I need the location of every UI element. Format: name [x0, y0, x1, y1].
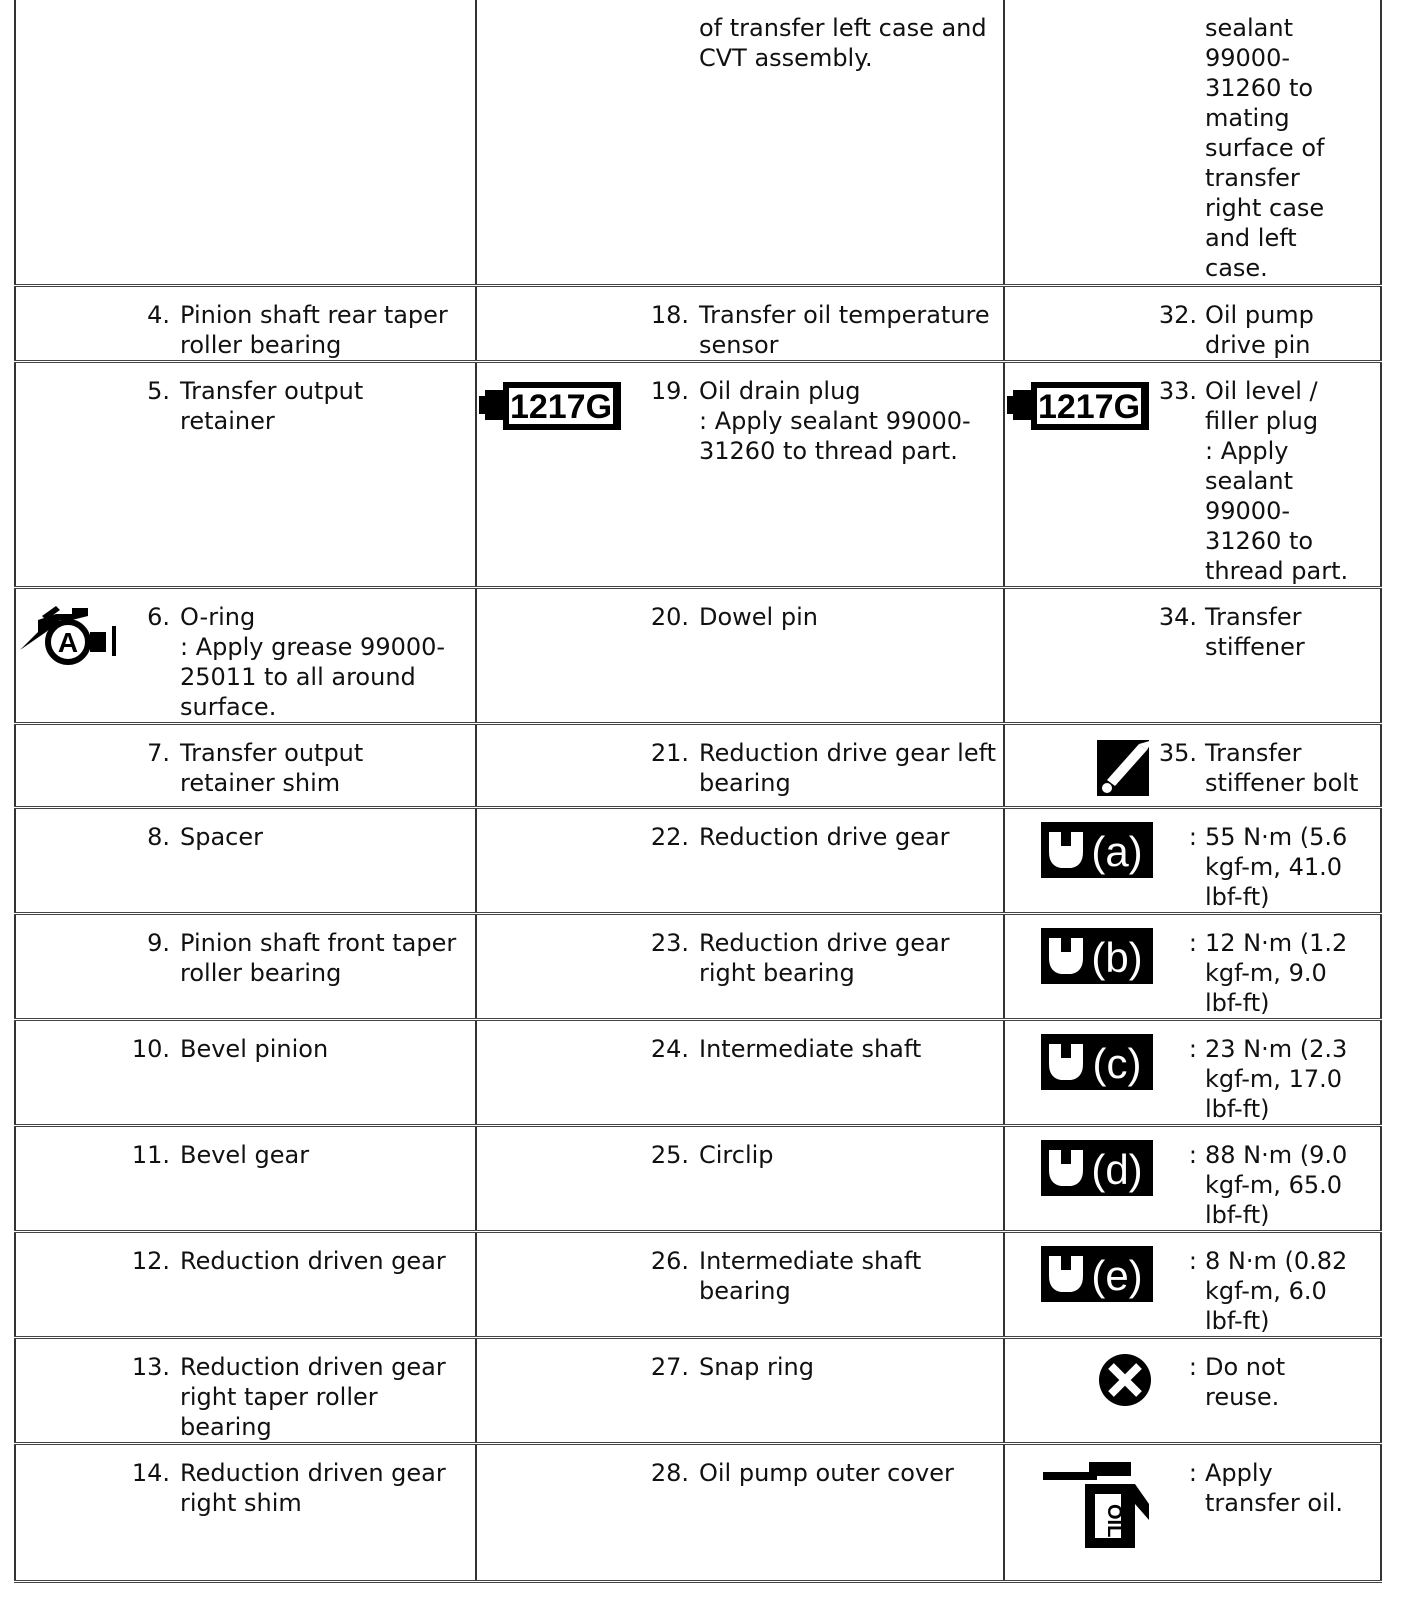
description-line: kgf-m, 41.0: [1205, 852, 1343, 881]
item-number: 33.: [1158, 376, 1197, 405]
item-description: [180, 1352, 475, 1442]
description-line: 31260 to thread part.: [699, 436, 958, 465]
svg-text:1217G: 1217G: [509, 387, 613, 426]
description-line: Reduction drive gear: [699, 822, 950, 851]
item-number: 5.: [147, 376, 170, 405]
sealant-1217g-icon: [479, 376, 625, 438]
item-number: 21.: [650, 738, 689, 767]
description-line: 23 N·m (2.3: [1205, 1034, 1348, 1063]
legend-row: [15, 0, 1381, 285]
description-line: lbf-ft): [1205, 1094, 1270, 1123]
description-line: : Apply grease 99000-: [180, 632, 446, 661]
item-description: [699, 928, 1003, 988]
svg-text:OIL: OIL: [1103, 1503, 1125, 1537]
item-number: 23.: [650, 928, 689, 957]
legend-cell: [1004, 587, 1381, 723]
item-description: [180, 738, 475, 798]
bolt-marker-icon: [1095, 738, 1153, 800]
description-line: Reduction drive gear: [699, 928, 950, 957]
item-description: [180, 300, 475, 360]
legend-cell: [1004, 1337, 1381, 1443]
item-description: [699, 1458, 1003, 1488]
item-description: [1205, 300, 1380, 360]
torque-wrench-icon: [1041, 1034, 1153, 1090]
legend-row: [15, 1231, 1381, 1337]
description-line: Oil drain plug: [699, 376, 861, 405]
legend-cell: [476, 1019, 1004, 1125]
description-line: kgf-m, 6.0: [1205, 1276, 1327, 1305]
description-line: thread part.: [1205, 556, 1349, 585]
item-description: [1205, 738, 1380, 798]
item-number: :: [1188, 822, 1197, 851]
description-line: Bevel gear: [180, 1140, 310, 1169]
description-line: roller bearing: [180, 330, 342, 359]
description-line: sensor: [699, 330, 779, 359]
legend-row: [15, 1125, 1381, 1231]
description-line: transfer oil.: [1205, 1488, 1344, 1517]
description-line: Spacer: [180, 822, 264, 851]
description-line: lbf-ft): [1205, 1306, 1270, 1335]
item-number: 28.: [650, 1458, 689, 1487]
item-number: 12.: [131, 1246, 170, 1275]
svg-text:1217G: 1217G: [1037, 387, 1141, 426]
legend-icon-slot: [1005, 822, 1155, 878]
description-line: Transfer output: [180, 738, 364, 767]
item-description: [1205, 376, 1380, 586]
item-description: [1205, 928, 1380, 1018]
item-description: [1205, 1458, 1380, 1518]
description-line: Intermediate shaft: [699, 1246, 922, 1275]
description-line: bearing: [699, 768, 791, 797]
legend-row: [15, 1443, 1381, 1581]
item-description: [699, 1140, 1003, 1170]
legend-cell: [476, 285, 1004, 361]
description-line: mating: [1205, 104, 1290, 132]
description-line: stiffener bolt: [1205, 768, 1359, 797]
legend-cell: [15, 1125, 476, 1231]
legend-cell: [1004, 913, 1381, 1019]
legend-icon-slot: [1005, 1140, 1155, 1196]
item-description: [1205, 13, 1380, 283]
description-line: Do not: [1205, 1352, 1286, 1381]
item-number: 18.: [650, 300, 689, 329]
description-line: Transfer output: [180, 376, 364, 405]
description-line: 88 N·m (9.0: [1205, 1140, 1348, 1169]
legend-cell: [15, 723, 476, 807]
legend-cell: [476, 587, 1004, 723]
description-line: Pinion shaft front taper: [180, 928, 457, 957]
legend-cell: [476, 1125, 1004, 1231]
description-line: bearing: [180, 1412, 272, 1441]
description-line: Bevel pinion: [180, 1034, 329, 1063]
item-description: [1205, 602, 1380, 662]
item-number: 32.: [1158, 300, 1197, 329]
description-line: right shim: [180, 1488, 302, 1517]
parts-legend-table: [14, 0, 1382, 1583]
item-description: [699, 300, 1003, 360]
legend-row: [15, 807, 1381, 913]
description-line: Reduction driven gear: [180, 1458, 446, 1487]
legend-cell: [476, 361, 1004, 587]
description-line: and left: [1205, 224, 1297, 252]
do-not-reuse-icon: [1097, 1352, 1153, 1408]
legend-icon-slot: [1005, 1458, 1155, 1554]
description-line: case.: [1205, 254, 1268, 282]
legend-row: [15, 1337, 1381, 1443]
description-line: right case: [1205, 194, 1325, 222]
item-description: [699, 376, 1003, 466]
legend-icon-slot: [1005, 1352, 1155, 1408]
description-line: kgf-m, 65.0: [1205, 1170, 1343, 1199]
description-line: surface of: [1205, 134, 1325, 162]
item-number: 11.: [131, 1140, 170, 1169]
legend-row: [15, 285, 1381, 361]
item-description: [699, 13, 1003, 73]
item-number: 6.: [147, 602, 170, 631]
description-line: right taper roller: [180, 1382, 378, 1411]
description-line: 31260 to: [1205, 74, 1314, 102]
item-description: [699, 822, 1003, 852]
legend-icon-slot: [1005, 928, 1155, 984]
item-number: 13.: [131, 1352, 170, 1381]
legend-cell: [1004, 285, 1381, 361]
legend-cell: [476, 723, 1004, 807]
description-line: : Apply sealant 99000-: [699, 406, 971, 435]
description-line: kgf-m, 9.0: [1205, 958, 1327, 987]
legend-cell: [15, 285, 476, 361]
svg-text:A: A: [57, 626, 79, 658]
legend-row: [15, 361, 1381, 587]
legend-icon-slot: [477, 376, 627, 438]
item-number: 22.: [650, 822, 689, 851]
item-number: 4.: [147, 300, 170, 329]
legend-cell: [1004, 1125, 1381, 1231]
legend-icon-slot: [1005, 738, 1155, 800]
description-line: surface.: [180, 692, 277, 721]
item-number: :: [1188, 1140, 1197, 1169]
item-description: [1205, 1034, 1380, 1124]
description-line: sealant: [1205, 14, 1293, 42]
description-line: kgf-m, 17.0: [1205, 1064, 1343, 1093]
description-line: stiffener: [1205, 632, 1305, 661]
item-description: [180, 1140, 475, 1170]
torque-wrench-icon: [1041, 1246, 1153, 1302]
legend-cell: [1004, 807, 1381, 913]
legend-cell: [1004, 1231, 1381, 1337]
description-line: 55 N·m (5.6: [1205, 822, 1348, 851]
torque-wrench-icon: [1041, 1140, 1153, 1196]
description-line: Reduction drive gear left: [699, 738, 997, 767]
description-line: 25011 to all around: [180, 662, 416, 691]
item-number: 24.: [650, 1034, 689, 1063]
item-number: 10.: [131, 1034, 170, 1063]
description-line: Reduction driven gear: [180, 1246, 446, 1275]
item-description: [180, 822, 475, 852]
item-description: [180, 1246, 475, 1276]
grease-a-icon: [16, 602, 120, 668]
item-description: [1205, 1352, 1380, 1412]
torque-wrench-icon: [1041, 928, 1153, 984]
description-line: retainer shim: [180, 768, 341, 797]
description-line: 12 N·m (1.2: [1205, 928, 1348, 957]
description-line: drive pin: [1205, 330, 1311, 359]
legend-cell: [15, 1337, 476, 1443]
item-description: [180, 376, 475, 436]
legend-cell: [1004, 0, 1381, 285]
description-line: Circlip: [699, 1140, 774, 1169]
description-line: : Apply: [1205, 436, 1289, 465]
sealant-1217g-icon: [1007, 376, 1153, 438]
item-description: [180, 928, 475, 988]
item-description: [180, 602, 475, 722]
legend-cell: [15, 361, 476, 587]
legend-cell: [15, 1443, 476, 1581]
item-number: 27.: [650, 1352, 689, 1381]
item-number: :: [1188, 1246, 1197, 1275]
description-line: O-ring: [180, 602, 256, 631]
svg-text:(a): (a): [1091, 827, 1143, 875]
legend-cell: [1004, 723, 1381, 807]
legend-row: [15, 587, 1381, 723]
item-number: 26.: [650, 1246, 689, 1275]
item-number: 7.: [147, 738, 170, 767]
description-line: Dowel pin: [699, 602, 818, 631]
legend-icon-slot: [1005, 1246, 1155, 1302]
svg-text:(e): (e): [1091, 1251, 1143, 1299]
description-line: Transfer: [1205, 602, 1302, 631]
description-line: lbf-ft): [1205, 988, 1270, 1017]
item-number: :: [1188, 1458, 1197, 1487]
legend-cell: [476, 807, 1004, 913]
svg-text:(b): (b): [1091, 933, 1143, 981]
legend-cell: [1004, 1443, 1381, 1581]
description-line: 8 N·m (0.82: [1205, 1246, 1348, 1275]
description-line: Oil level /: [1205, 376, 1318, 405]
legend-row: [15, 723, 1381, 807]
legend-cell: [15, 0, 476, 285]
legend-icon-slot: [1005, 376, 1155, 438]
legend-cell: [476, 1231, 1004, 1337]
item-description: [1205, 1246, 1380, 1336]
legend-cell: [476, 0, 1004, 285]
item-description: [699, 602, 1003, 632]
item-number: 8.: [147, 822, 170, 851]
description-line: Apply: [1205, 1458, 1273, 1487]
description-line: Intermediate shaft: [699, 1034, 922, 1063]
description-line: Snap ring: [699, 1352, 814, 1381]
legend-icon-slot: [1005, 1034, 1155, 1090]
description-line: Transfer: [1205, 738, 1302, 767]
item-description: [180, 1458, 475, 1518]
legend-cell: [1004, 361, 1381, 587]
oil-can-icon: [1041, 1458, 1153, 1554]
svg-text:(d): (d): [1091, 1145, 1143, 1193]
legend-cell: [15, 807, 476, 913]
item-number: 14.: [131, 1458, 170, 1487]
item-number: :: [1188, 1034, 1197, 1063]
item-description: [699, 1352, 1003, 1382]
description-line: CVT assembly.: [699, 44, 873, 72]
description-line: right bearing: [699, 958, 855, 987]
description-line: reuse.: [1205, 1382, 1280, 1411]
description-line: Pinion shaft rear taper: [180, 300, 448, 329]
description-line: Reduction driven gear: [180, 1352, 446, 1381]
torque-wrench-icon: [1041, 822, 1153, 878]
item-description: [699, 1034, 1003, 1064]
legend-cell: [15, 913, 476, 1019]
item-description: [180, 1034, 475, 1064]
item-number: 20.: [650, 602, 689, 631]
item-number: 35.: [1158, 738, 1197, 767]
legend-cell: [476, 1337, 1004, 1443]
description-line: lbf-ft): [1205, 1200, 1270, 1229]
description-line: Oil pump: [1205, 300, 1314, 329]
description-line: filler plug: [1205, 406, 1319, 435]
description-line: Oil pump outer cover: [699, 1458, 954, 1487]
legend-cell: [15, 1231, 476, 1337]
description-line: bearing: [699, 1276, 791, 1305]
item-number: :: [1188, 928, 1197, 957]
item-number: 19.: [650, 376, 689, 405]
legend-row: [15, 913, 1381, 1019]
item-number: 9.: [147, 928, 170, 957]
description-line: 99000-: [1205, 44, 1291, 72]
legend-cell: [15, 1019, 476, 1125]
item-number: 25.: [650, 1140, 689, 1169]
legend-cell: [476, 1443, 1004, 1581]
legend-row: [15, 1019, 1381, 1125]
item-number: 34.: [1158, 602, 1197, 631]
description-line: roller bearing: [180, 958, 342, 987]
description-line: sealant: [1205, 466, 1293, 495]
description-line: transfer: [1205, 164, 1300, 192]
item-description: [699, 1246, 1003, 1306]
legend-cell: [15, 587, 476, 723]
svg-text:(c): (c): [1092, 1039, 1142, 1087]
legend-icon-slot: [16, 602, 108, 668]
item-description: [1205, 1140, 1380, 1230]
item-description: [699, 738, 1003, 798]
description-line: of transfer left case and: [699, 14, 987, 42]
item-number: :: [1188, 1352, 1197, 1381]
description-line: lbf-ft): [1205, 882, 1270, 911]
description-line: Transfer oil temperature: [699, 300, 990, 329]
description-line: retainer: [180, 406, 275, 435]
item-description: [1205, 822, 1380, 912]
legend-cell: [476, 913, 1004, 1019]
description-line: 31260 to: [1205, 526, 1314, 555]
description-line: 99000-: [1205, 496, 1291, 525]
legend-cell: [1004, 1019, 1381, 1125]
